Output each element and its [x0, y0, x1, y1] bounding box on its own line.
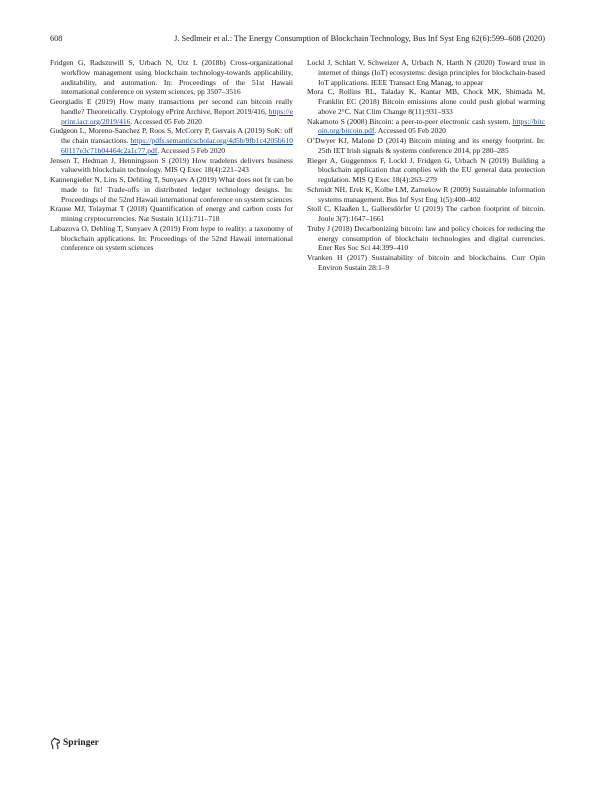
reference-item	[307, 87, 545, 116]
reference-link[interactable]: https://pdfs.semanticscholar.org/4d5b/9fb1c4205b61060117e3c71b04464c2a1c77.pdf	[61, 136, 293, 155]
reference-item	[307, 185, 545, 205]
reference-text: O’Dwyer KJ, Malone D (2014) Bitcoin mining and its energy footprint. In: 25th IET Irish signals & systems conference 2014, pp 280–285	[307, 136, 545, 155]
reference-item	[50, 204, 293, 224]
reference-text: Gudgeon L, Moreno-Sanchez P, Roos S, McCorry P, Gervais A (2019) SoK: off the chain transactions.	[50, 126, 293, 145]
springer-horse-icon	[50, 737, 61, 750]
reference-text: Krause MJ, Tolaymat T (2018) Quantification of energy and carbon costs for mining cryptocurrencies. Nat Sustain 1(11):711–718	[50, 204, 293, 223]
running-header	[50, 33, 545, 45]
references-left-column	[50, 58, 293, 253]
reference-item	[307, 253, 545, 273]
reference-item	[307, 224, 545, 253]
reference-item	[50, 224, 293, 253]
reference-text: Labazova O, Dehling T, Sunyaev A (2019) From hype to reality: a taxonomy of blockchain applications. In: Proceedings of the 52nd Hawaii international conference on system sciences	[50, 223, 293, 253]
reference-text: Kannengießer N, Lins S, Dehling T, Sunyaev A (2019) What does not fit can be made to fit! Trade-offs in distributed ledger technology designs. In: Proceedings of the 52nd Hawaii international conference on system sciences	[50, 175, 293, 204]
reference-link[interactable]: https://eprint.iacr.org/2019/416	[61, 106, 293, 126]
reference-text: Georgiadis E (2019) How many transactions per second can bitcoin really handle? Theoretically. Cryptology ePrint Archive, Report 2019/416,	[50, 97, 293, 116]
reference-text: Stoll C, Klaaßen L, Gallersdörfer U (2019) The carbon footprint of bitcoin. Joule 3(7):1647–1661	[307, 204, 545, 223]
reference-item	[307, 156, 545, 185]
reference-text: Schmidt NH, Erek K, Kolbe LM, Zarnekow R (2009) Sustainable information systems management. Bus Inf Syst Eng 1(5):400–402	[307, 184, 545, 204]
reference-item	[50, 97, 293, 126]
reference-link[interactable]: https://bitcoin.org/bitcoin.pdf	[318, 116, 545, 136]
reference-text: Mora C, Rollins RL, Taladay K, Kantar MB, Chock MK, Shimada M, Franklin EC (2018) Bitcoin emissions alone could push global warming above 2°C. Nat Clim Change 8(11):931–933	[307, 87, 545, 116]
reference-item	[50, 175, 293, 204]
running-title: J. Sedlmeir et al.: The Energy Consumption of Blockchain Technology, Bus Inf Syst Eng 62(6):599–608 (2020)	[174, 34, 545, 43]
reference-access-note: . Accessed 5 Feb 2020	[157, 145, 226, 155]
publisher-name: Springer	[63, 738, 99, 748]
reference-text: Nakamoto S (2008) Bitcoin: a peer-to-peer electronic cash system.	[307, 116, 513, 126]
reference-text: Truby J (2018) Decarbonizing bitcoin: law and policy choices for reducing the energy consumption of blockchain technologies and digital currencies. Ener Res Soc Sci 44:399–410	[307, 223, 545, 253]
reference-item	[307, 204, 545, 224]
reference-item	[307, 136, 545, 156]
reference-text: Fridgen G, Radszuwill S, Urbach N, Utz L (2018b) Cross-organizational workflow management using blockchain technology-towards applicability, auditability, and automation. In: Proceedings of the 51st Hawaii international conference on system sciences, pp 3507–3516	[50, 58, 293, 97]
reference-text: Vranken H (2017) Sustainability of bitcoin and blockchains. Curr Opin Environ Sustain 28:1–9	[307, 253, 545, 272]
reference-text: Lockl J, Schlatt V, Schweizer A, Urbach N, Harth N (2020) Toward trust in internet of things (IoT) ecosystems: design principles for blockchain-based IoT applications. IEEE Transact Eng Manag, to appear	[307, 58, 545, 87]
reference-access-note: . Accessed 05 Feb 2020	[130, 116, 202, 126]
reference-text: Jensen T, Hedman J, Henningsson S (2019) How tradelens delivers business valuewith blockchain technology. MIS Q Exec 18(4):221–243	[50, 155, 293, 175]
reference-item	[50, 126, 293, 155]
reference-item	[307, 117, 545, 137]
reference-item	[50, 58, 293, 97]
reference-text: Rieger A, Guggenmos F, Lockl J, Fridgen G, Urbach N (2019) Building a blockchain application that complies with the EU general data protection regulation. MIS Q Exec 18(4):263–279	[307, 155, 545, 184]
references-right-column	[307, 58, 545, 273]
reference-item	[307, 58, 545, 87]
reference-item	[50, 156, 293, 176]
publisher-footer	[50, 736, 99, 750]
page-number: 608	[50, 34, 63, 43]
reference-access-note: . Accessed 05 Feb 2020	[374, 126, 446, 136]
